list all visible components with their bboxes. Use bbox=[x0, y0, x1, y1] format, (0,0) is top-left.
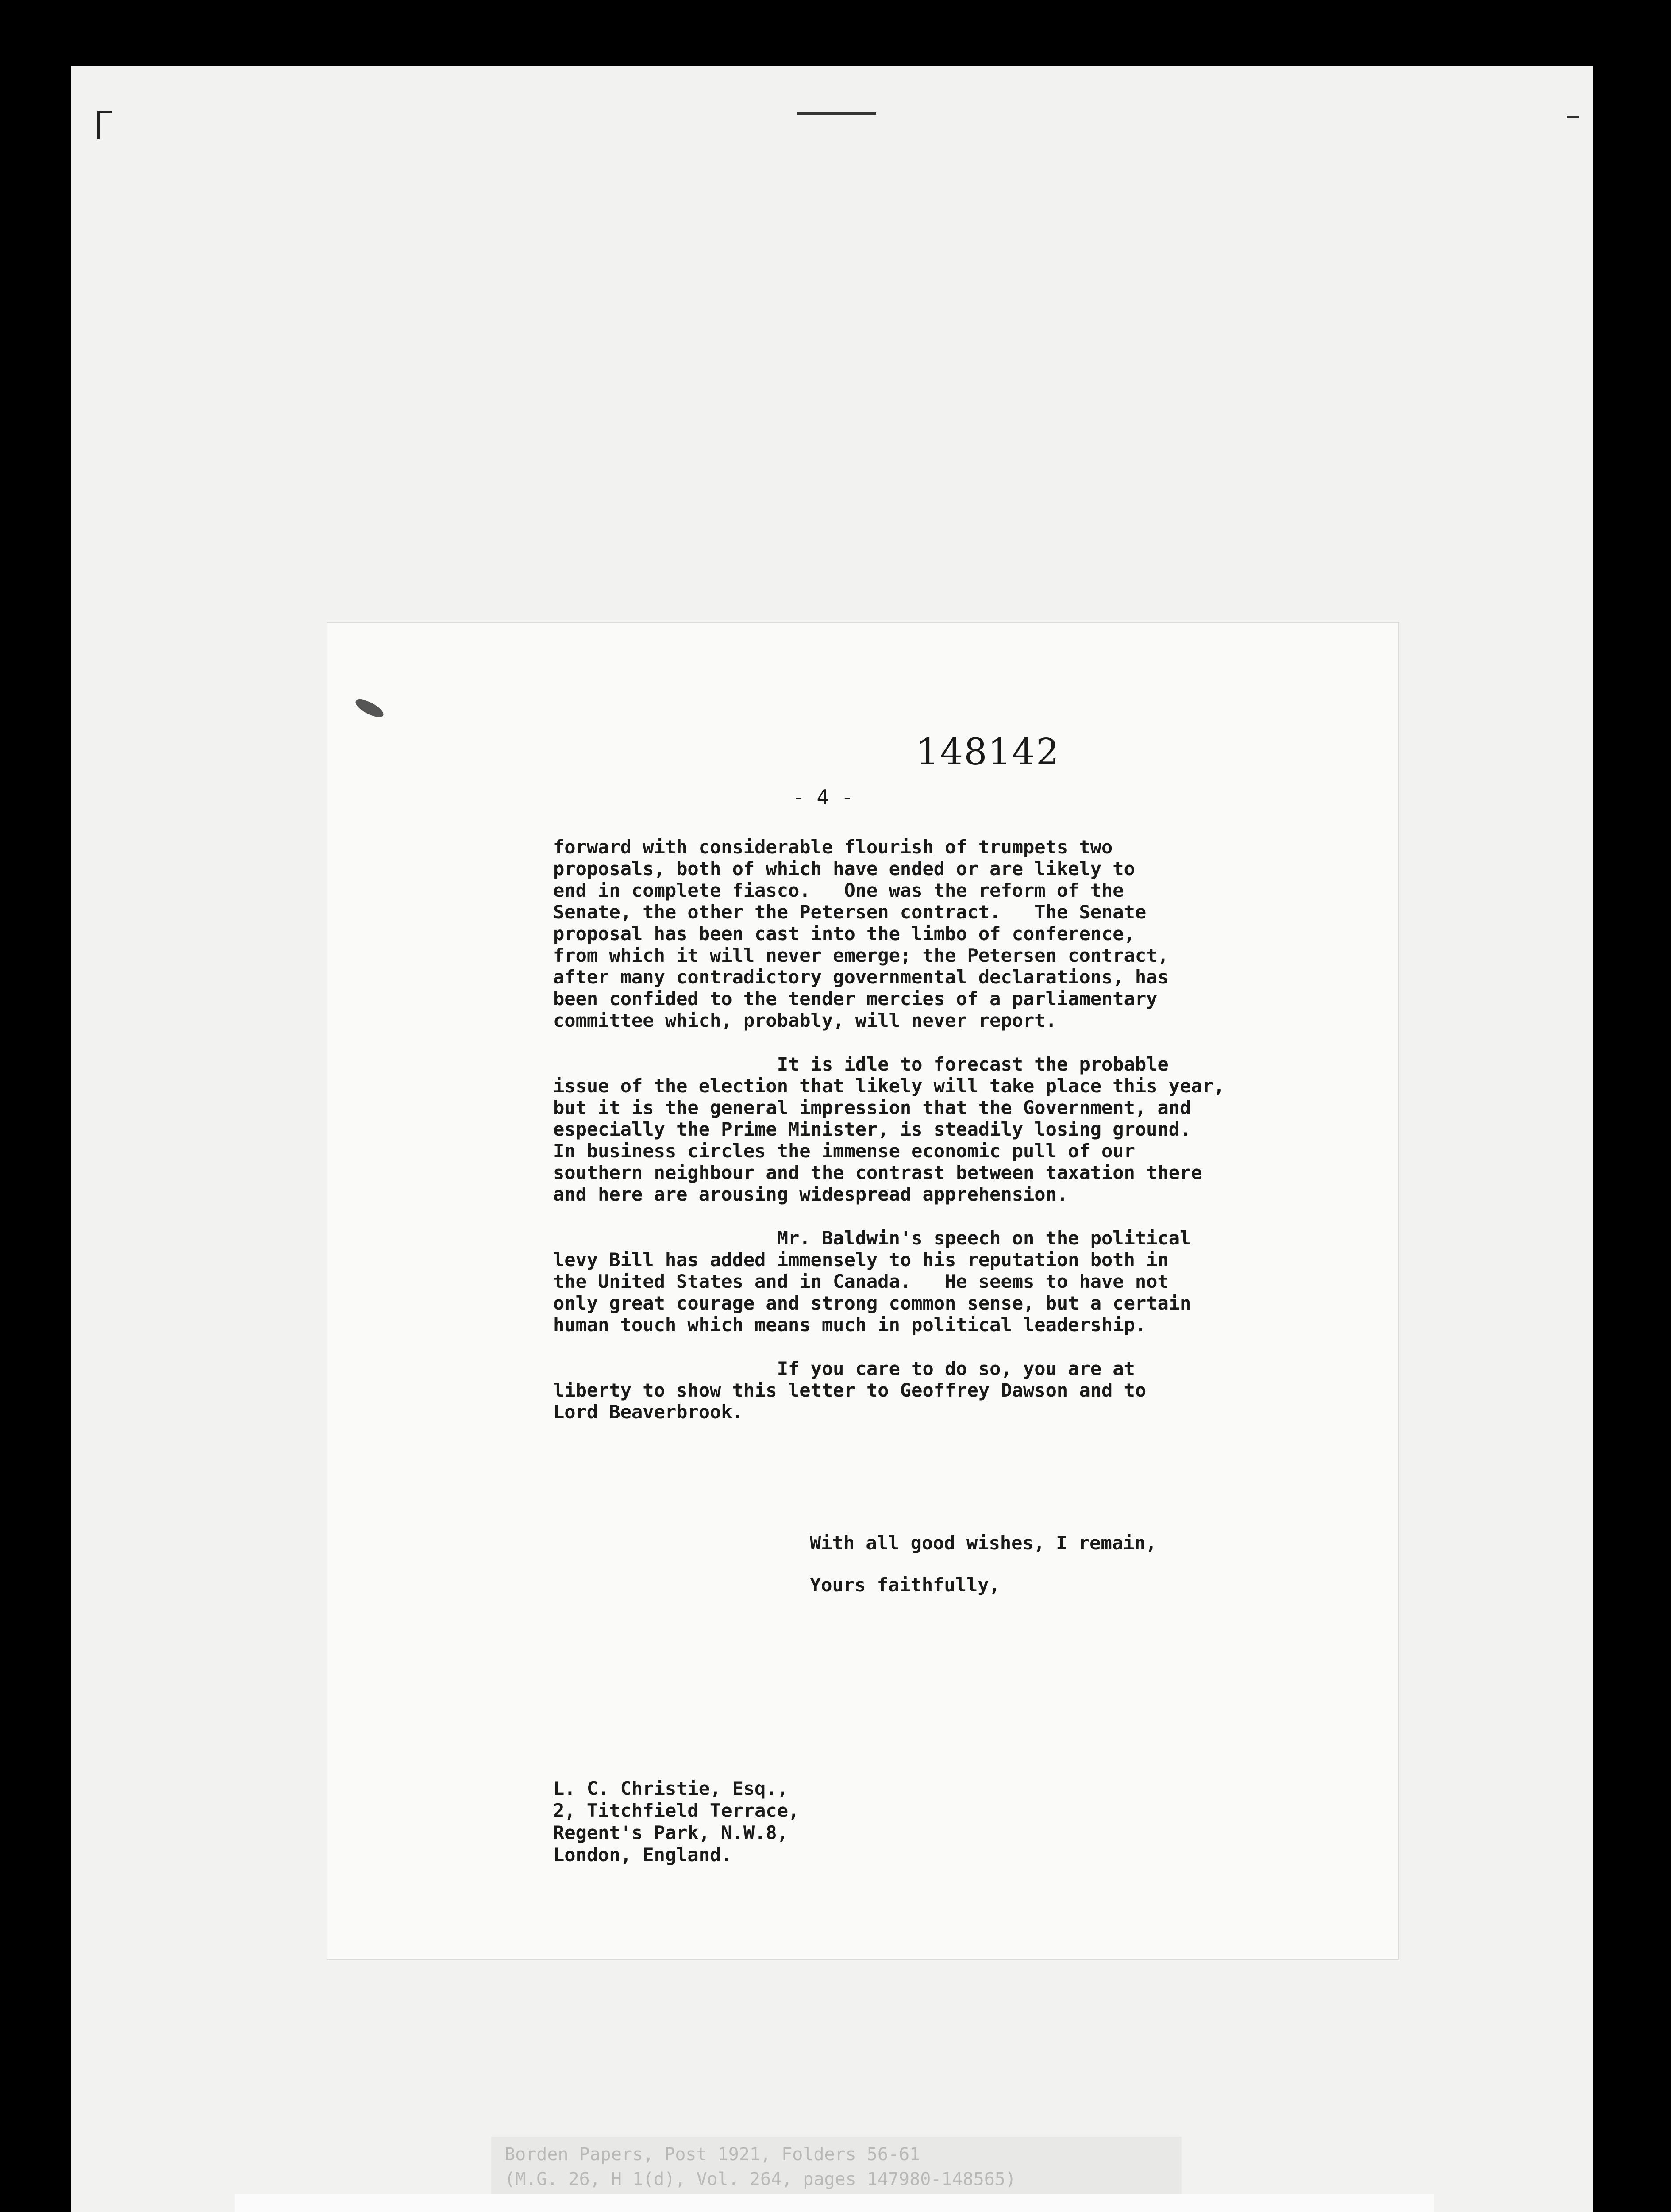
text-line: forward with considerable flourish of trumpets two bbox=[553, 836, 1113, 858]
letter-body bbox=[553, 836, 1376, 1423]
text-line: In business circles the immense economic pull of our bbox=[553, 1140, 1135, 1162]
text-line: but it is the general impression that the Government, and bbox=[553, 1097, 1191, 1118]
paragraph-2 bbox=[553, 1053, 1376, 1205]
text-line: from which it will never emerge; the Petersen contract, bbox=[553, 945, 1169, 966]
archive-reference-label bbox=[491, 2137, 1182, 2199]
corner-crop-mark bbox=[97, 111, 112, 139]
text-line: after many contradictory governmental declarations, has bbox=[553, 966, 1169, 988]
text-line: Senate, the other the Petersen contract. The Senate bbox=[553, 901, 1147, 923]
closing-line: With all good wishes, I remain, bbox=[810, 1532, 1157, 1554]
paper-clip-mark bbox=[353, 696, 386, 721]
top-frame-mark bbox=[797, 112, 876, 115]
text-line: the United States and in Canada. He seems to have not bbox=[553, 1271, 1169, 1292]
text-line: proposal has been cast into the limbo of conference, bbox=[553, 923, 1135, 945]
text-line: and here are arousing widespread apprehension. bbox=[553, 1183, 1068, 1205]
address-line: 2, Titchfield Terrace, bbox=[553, 1800, 800, 1821]
page-number: - 4 - bbox=[792, 785, 854, 809]
letter-page bbox=[327, 623, 1398, 1959]
text-line: If you care to do so, you are at bbox=[553, 1358, 1135, 1379]
text-line: Lord Beaverbrook. bbox=[553, 1401, 743, 1423]
archive-reference-line: Borden Papers, Post 1921, Folders 56-61 bbox=[504, 2144, 920, 2165]
document-number: 148142 bbox=[916, 731, 1060, 773]
archive-reference-line: (M.G. 26, H 1(d), Vol. 264, pages 147980-148565) bbox=[504, 2169, 1016, 2189]
text-line: proposals, both of which have ended or are likely to bbox=[553, 858, 1135, 879]
text-line: been confided to the tender mercies of a parliamentary bbox=[553, 988, 1158, 1010]
archives-banner bbox=[235, 2194, 1434, 2212]
text-line: southern neighbour and the contrast between taxation there bbox=[553, 1162, 1202, 1183]
text-line: levy Bill has added immensely to his reputation both in bbox=[553, 1249, 1169, 1271]
text-line: liberty to show this letter to Geoffrey Dawson and to bbox=[553, 1379, 1147, 1401]
address-line: L. C. Christie, Esq., bbox=[553, 1778, 789, 1799]
address-line: Regent's Park, N.W.8, bbox=[553, 1822, 789, 1843]
paragraph-1 bbox=[553, 836, 1376, 1031]
microfilm-frame bbox=[71, 66, 1593, 2212]
text-line: issue of the election that likely will take place this year, bbox=[553, 1075, 1225, 1097]
text-line: It is idle to forecast the probable bbox=[553, 1053, 1169, 1075]
text-line: Mr. Baldwin's speech on the political bbox=[553, 1227, 1191, 1249]
paragraph-4 bbox=[553, 1358, 1376, 1423]
text-line: committee which, probably, will never report. bbox=[553, 1010, 1057, 1031]
text-line: only great courage and strong common sense, but a certain bbox=[553, 1292, 1191, 1314]
text-line: human touch which means much in political leadership. bbox=[553, 1314, 1147, 1336]
text-line: end in complete fiasco. One was the reform of the bbox=[553, 879, 1124, 901]
recipient-address bbox=[553, 1778, 799, 1866]
right-frame-mark bbox=[1567, 116, 1579, 118]
paragraph-3 bbox=[553, 1227, 1376, 1336]
signoff-line: Yours faithfully, bbox=[810, 1574, 1000, 1596]
address-line: London, England. bbox=[553, 1844, 732, 1866]
text-line: especially the Prime Minister, is steadily losing ground. bbox=[553, 1118, 1191, 1140]
